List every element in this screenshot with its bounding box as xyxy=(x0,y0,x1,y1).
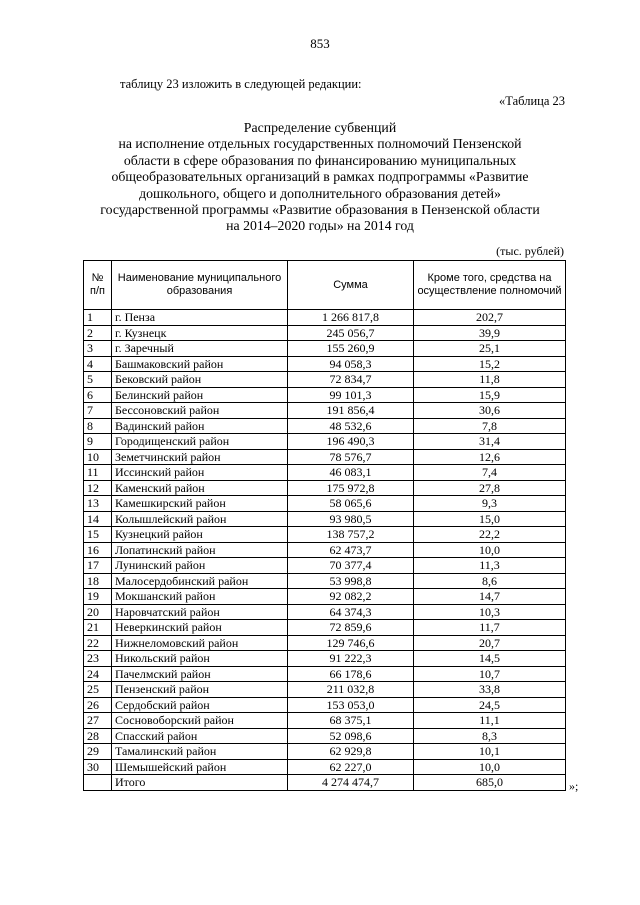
row-name: Бековский район xyxy=(112,372,288,388)
heading-line: дошкольного, общего и дополнительного образования детей» xyxy=(139,185,501,201)
header-extra: Кроме того, средства на осуществление полномочий xyxy=(414,261,566,310)
row-number: 25 xyxy=(84,682,112,698)
row-sum: 58 065,6 xyxy=(288,496,414,512)
row-extra: 9,3 xyxy=(414,496,566,512)
table-row xyxy=(84,434,566,450)
heading-line: общеобразовательных организаций в рамках подпрограммы «Развитие xyxy=(111,169,529,185)
row-name: Наровчатский район xyxy=(112,604,288,620)
page-number: 853 xyxy=(310,36,330,51)
row-name: Тамалинский район xyxy=(112,744,288,760)
row-sum: 99 101,3 xyxy=(288,387,414,403)
row-extra: 10,7 xyxy=(414,666,566,682)
row-sum: 245 056,7 xyxy=(288,325,414,341)
row-extra: 7,4 xyxy=(414,465,566,481)
row-extra: 8,6 xyxy=(414,573,566,589)
row-extra: 20,7 xyxy=(414,635,566,651)
table-row xyxy=(84,728,566,744)
table-row xyxy=(84,341,566,357)
row-extra: 25,1 xyxy=(414,341,566,357)
row-name: Пачелмский район xyxy=(112,666,288,682)
row-extra: 10,0 xyxy=(414,542,566,558)
table-row xyxy=(84,635,566,651)
row-number: 17 xyxy=(84,558,112,574)
table-row xyxy=(84,651,566,667)
row-name: Колышлейский район xyxy=(112,511,288,527)
row-extra: 27,8 xyxy=(414,480,566,496)
row-number: 2 xyxy=(84,325,112,341)
row-sum: 93 980,5 xyxy=(288,511,414,527)
table-row xyxy=(84,496,566,512)
heading-line: на исполнение отдельных государственных полномочий Пензенской xyxy=(118,136,522,152)
row-extra: 30,6 xyxy=(414,403,566,419)
row-name: Неверкинский район xyxy=(112,620,288,636)
row-sum: 46 083,1 xyxy=(288,465,414,481)
row-number: 6 xyxy=(84,387,112,403)
intro-text: таблицу 23 изложить в следующей редакции: xyxy=(120,77,362,91)
row-sum: 52 098,6 xyxy=(288,728,414,744)
row-number: 13 xyxy=(84,496,112,512)
row-extra: 10,0 xyxy=(414,759,566,775)
heading-line: Распределение субвенций xyxy=(243,120,397,135)
row-number: 5 xyxy=(84,372,112,388)
row-name: Иссинский район xyxy=(112,465,288,481)
table-row xyxy=(84,573,566,589)
row-name: г. Пенза xyxy=(112,310,288,326)
row-sum: 72 859,6 xyxy=(288,620,414,636)
row-number: 10 xyxy=(84,449,112,465)
table-row xyxy=(84,387,566,403)
table-row xyxy=(84,527,566,543)
row-name: Спасский район xyxy=(112,728,288,744)
row-number: 14 xyxy=(84,511,112,527)
row-number: 23 xyxy=(84,651,112,667)
heading-line: области в сфере образования по финансированию муниципальных xyxy=(123,152,517,168)
row-sum: 129 746,6 xyxy=(288,635,414,651)
row-number: 4 xyxy=(84,356,112,372)
row-extra: 11,8 xyxy=(414,372,566,388)
row-extra: 10,3 xyxy=(414,604,566,620)
row-name: Сосновоборский район xyxy=(112,713,288,729)
table-body xyxy=(84,310,566,791)
row-extra: 31,4 xyxy=(414,434,566,450)
row-name: Белинский район xyxy=(112,387,288,403)
row-extra: 11,7 xyxy=(414,620,566,636)
table-row xyxy=(84,310,566,326)
row-number: 1 xyxy=(84,310,112,326)
row-sum: 70 377,4 xyxy=(288,558,414,574)
row-extra: 39,9 xyxy=(414,325,566,341)
row-name: Камешкирский район xyxy=(112,496,288,512)
table-row xyxy=(84,620,566,636)
row-name: Земетчинский район xyxy=(112,449,288,465)
row-name: Лопатинский район xyxy=(112,542,288,558)
row-extra: 15,0 xyxy=(414,511,566,527)
row-sum: 196 490,3 xyxy=(288,434,414,450)
row-extra: 22,2 xyxy=(414,527,566,543)
row-extra: 7,8 xyxy=(414,418,566,434)
table-row xyxy=(84,480,566,496)
table-row xyxy=(84,372,566,388)
table-row xyxy=(84,589,566,605)
row-sum: 94 058,3 xyxy=(288,356,414,372)
table-row xyxy=(84,682,566,698)
row-number: 28 xyxy=(84,728,112,744)
row-name: Вадинский район xyxy=(112,418,288,434)
table-row xyxy=(84,558,566,574)
row-extra: 202,7 xyxy=(414,310,566,326)
row-name: Сердобский район xyxy=(112,697,288,713)
row-sum: 48 532,6 xyxy=(288,418,414,434)
row-number: 12 xyxy=(84,480,112,496)
row-number: 21 xyxy=(84,620,112,636)
table-row xyxy=(84,418,566,434)
row-number: 30 xyxy=(84,759,112,775)
row-extra: 10,1 xyxy=(414,744,566,760)
row-name: Городищенский район xyxy=(112,434,288,450)
row-number xyxy=(84,775,112,791)
table-row xyxy=(84,325,566,341)
row-name: Нижнеломовский район xyxy=(112,635,288,651)
row-number: 19 xyxy=(84,589,112,605)
row-sum: 153 053,0 xyxy=(288,697,414,713)
row-name: Башмаковский район xyxy=(112,356,288,372)
row-number: 8 xyxy=(84,418,112,434)
row-name: Итого xyxy=(112,775,288,791)
row-extra: 11,3 xyxy=(414,558,566,574)
row-sum: 155 260,9 xyxy=(288,341,414,357)
row-extra: 33,8 xyxy=(414,682,566,698)
table-row xyxy=(84,542,566,558)
row-extra: 15,9 xyxy=(414,387,566,403)
header-sum: Сумма xyxy=(288,261,414,310)
row-sum: 66 178,6 xyxy=(288,666,414,682)
header-name: Наименование муниципального образования xyxy=(112,261,288,310)
table-row xyxy=(84,449,566,465)
total-row xyxy=(84,775,566,791)
row-number: 7 xyxy=(84,403,112,419)
row-name: Кузнецкий район xyxy=(112,527,288,543)
table-row xyxy=(84,465,566,481)
row-number: 20 xyxy=(84,604,112,620)
table-row xyxy=(84,604,566,620)
table-row xyxy=(84,666,566,682)
row-sum: 78 576,7 xyxy=(288,449,414,465)
row-extra: 14,5 xyxy=(414,651,566,667)
table-row xyxy=(84,759,566,775)
table-row xyxy=(84,356,566,372)
table-row xyxy=(84,511,566,527)
table-row xyxy=(84,697,566,713)
row-sum: 62 227,0 xyxy=(288,759,414,775)
row-number: 22 xyxy=(84,635,112,651)
row-name: Каменский район xyxy=(112,480,288,496)
header-num: № п/п xyxy=(84,261,112,310)
table-mark: «Таблица 23 xyxy=(499,94,565,108)
row-name: Лунинский район xyxy=(112,558,288,574)
row-number: 26 xyxy=(84,697,112,713)
row-sum: 211 032,8 xyxy=(288,682,414,698)
row-extra: 11,1 xyxy=(414,713,566,729)
row-sum: 62 473,7 xyxy=(288,542,414,558)
row-extra: 8,3 xyxy=(414,728,566,744)
row-sum: 4 274 474,7 xyxy=(288,775,414,791)
row-number: 29 xyxy=(84,744,112,760)
row-sum: 72 834,7 xyxy=(288,372,414,388)
row-extra: 15,2 xyxy=(414,356,566,372)
row-number: 3 xyxy=(84,341,112,357)
subsidy-table xyxy=(83,260,566,791)
heading-line: государственной программы «Развитие образования в Пензенской области xyxy=(100,202,540,218)
row-number: 9 xyxy=(84,434,112,450)
row-name: г. Заречный xyxy=(112,341,288,357)
table-header-row xyxy=(84,261,566,310)
row-number: 24 xyxy=(84,666,112,682)
row-number: 18 xyxy=(84,573,112,589)
row-extra: 12,6 xyxy=(414,449,566,465)
closing-quote: »; xyxy=(569,779,579,793)
row-sum: 138 757,2 xyxy=(288,527,414,543)
row-sum: 191 856,4 xyxy=(288,403,414,419)
row-sum: 1 266 817,8 xyxy=(288,310,414,326)
row-name: Пензенский район xyxy=(112,682,288,698)
row-extra: 24,5 xyxy=(414,697,566,713)
row-name: Мокшанский район xyxy=(112,589,288,605)
row-sum: 68 375,1 xyxy=(288,713,414,729)
row-sum: 64 374,3 xyxy=(288,604,414,620)
row-sum: 175 972,8 xyxy=(288,480,414,496)
row-number: 16 xyxy=(84,542,112,558)
row-sum: 53 998,8 xyxy=(288,573,414,589)
heading-line: на 2014–2020 годы» на 2014 год xyxy=(226,218,414,234)
row-number: 15 xyxy=(84,527,112,543)
table-row xyxy=(84,403,566,419)
row-sum: 92 082,2 xyxy=(288,589,414,605)
row-number: 11 xyxy=(84,465,112,481)
row-name: г. Кузнецк xyxy=(112,325,288,341)
row-name: Никольский район xyxy=(112,651,288,667)
row-sum: 91 222,3 xyxy=(288,651,414,667)
row-name: Шемышейский район xyxy=(112,759,288,775)
row-name: Малосердобинский район xyxy=(112,573,288,589)
units-label: (тыс. рублей) xyxy=(496,244,564,258)
table-row xyxy=(84,744,566,760)
row-extra: 685,0 xyxy=(414,775,566,791)
row-sum: 62 929,8 xyxy=(288,744,414,760)
table-heading xyxy=(60,120,580,235)
row-number: 27 xyxy=(84,713,112,729)
table-row xyxy=(84,713,566,729)
row-name: Бессоновский район xyxy=(112,403,288,419)
row-extra: 14,7 xyxy=(414,589,566,605)
